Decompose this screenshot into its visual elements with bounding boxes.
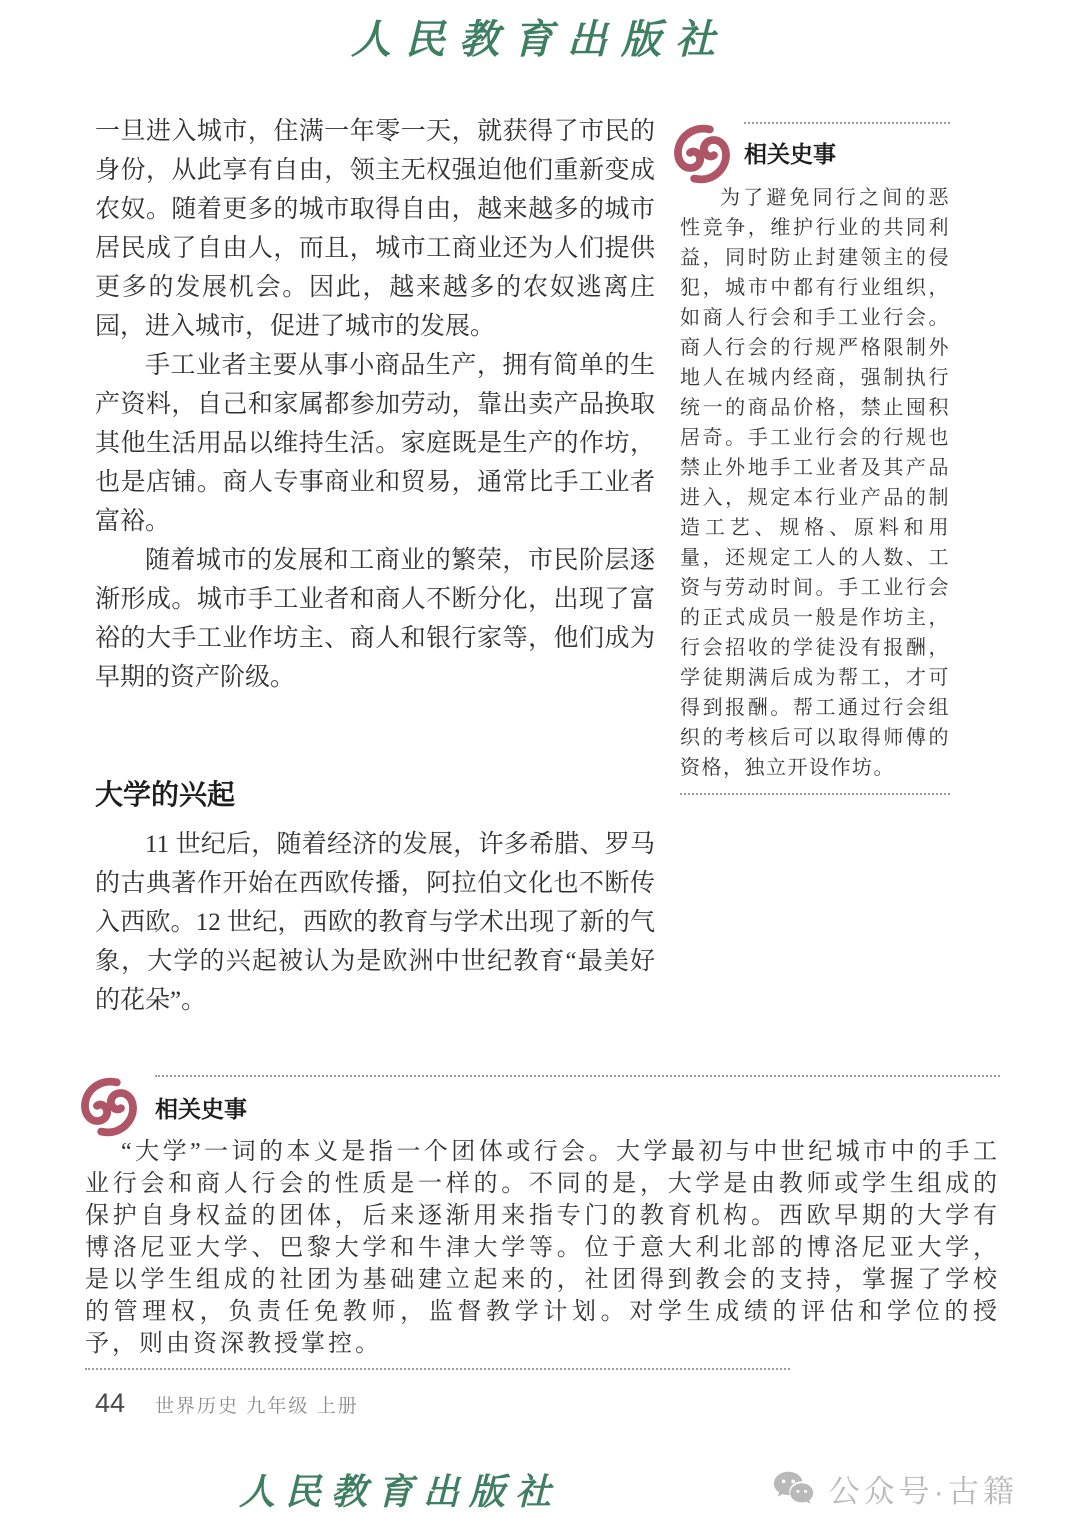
related-history-emblem-icon (79, 1077, 139, 1137)
section-heading-universities: 大学的兴起 (95, 779, 236, 810)
sidebar-box-title: 相关史事 (744, 141, 836, 167)
paragraph-universities: 11 世纪后，随着经济的发展，许多希腊、罗马的古典著作开始在西欧传播，阿拉伯文化也不断传入西欧。12 世纪，西欧的教育与学术出现了新的气象，大学的兴起被认为是欧洲中世纪教育“最美好的花朵”。 (95, 831, 655, 1014)
wechat-watermark (773, 1466, 1018, 1511)
paragraph-citizen-class: 随着城市的发展和工商业的繁荣，市民阶层逐渐形成。城市手工业者和商人不断分化，出现了富裕的大手工业作坊主、商人和银行家等，他们成为早期的资产阶级。 (95, 547, 655, 691)
wechat-icon (773, 1469, 819, 1509)
dotted-divider (680, 793, 950, 795)
related-history-bottom-box (85, 1075, 1000, 1370)
paragraph-craftsmen: 手工业者主要从事小商品生产，拥有简单的生产资料，自己和家属都参加劳动，靠出卖产品换取其他生活用品以维持生活。家庭既是生产的作坊，也是店铺。商人专事商业和贸易，通常比手工业者富裕。 (95, 352, 655, 535)
bottom-row (0, 1460, 1080, 1520)
dotted-divider (155, 1075, 1000, 1077)
book-title: 世界历史 九年级 上册 (155, 1396, 359, 1417)
sidebar-box-body: 为了避免同行之间的恶性竞争，维护行业的共同利益，同时防止封建领主的侵犯，城市中都有行业组织，如商人行会和手工业行会。商人行会的行规严格限制外地人在城内经商，强制执行统一的商品价格，禁止囤积居奇。手工业行会的行规也禁止外地手工业者及其产品进入，规定本行业产品的制造工艺、规格、原料和用量，还规定工人的人数、工资与劳动时间。手工业行会的正式成员一般是作坊主，行会招收的学徒没有报酬，学徒期满后成为帮工，才可得到报酬。帮工通过行会组织的考核后可以取得师傅的资格，独立开设作坊。 (680, 187, 950, 779)
publisher-logo-bottom: 人民教育出版社 (238, 1472, 561, 1512)
page-footer (95, 1388, 359, 1419)
related-history-emblem-icon (672, 124, 732, 184)
dotted-divider (85, 1368, 790, 1370)
content-columns (95, 112, 950, 1020)
watermark-label: 公众号·古籍 (828, 1474, 1018, 1509)
dotted-divider (744, 122, 950, 124)
bottom-box-body: “大学”一词的本义是指一个团体或行会。大学最初与中世纪城市中的手工业行会和商人行会的性质是一样的。不同的是，大学是由教师或学生组成的保护自身权益的团体，后来逐渐用来指专门的教育机构。西欧早期的大学有博洛尼亚大学、巴黎大学和牛津大学等。位于意大利北部的博洛尼亚大学，是以学生组成的社团为基础建立起来的，社团得到教会的支持，掌握了学校的管理权，负责任免教师，监督教学计划。对学生成绩的评估和学位的授予，则由资深教授掌控。 (85, 1139, 1000, 1357)
publisher-logo-top: 人民教育出版社 (351, 17, 729, 62)
bottom-box-title: 相关史事 (155, 1096, 247, 1122)
paragraph-city-freedom: 一旦进入城市，住满一年零一天，就获得了市民的身份，从此享有自由，领主无权强迫他们重新变成农奴。随着更多的城市取得自由，越来越多的城市居民成了自由人，而且，城市工商业还为人们提供更多的发展机会。因此，越来越多的农奴逃离庄园，进入城市，促进了城市的发展。 (95, 118, 655, 340)
related-history-sidebar (680, 112, 950, 1020)
page-number: 44 (95, 1388, 126, 1418)
main-text-column (95, 112, 655, 1020)
